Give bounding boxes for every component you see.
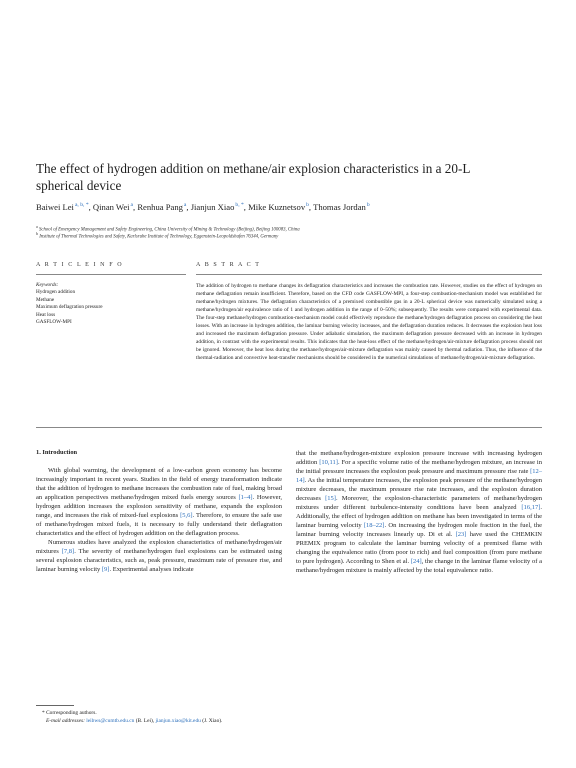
divider [36, 427, 542, 428]
citation-link[interactable]: [12–14] [296, 468, 542, 484]
email-owner: (B. Lei), [134, 718, 156, 724]
citation-link[interactable]: [5,6] [180, 512, 193, 519]
body-text: With global warming, the development of a low-carbon green economy has become increasingly important in recent years. Studies in the field of energy transformation indicate that the addition of hydrogen to methane increases the combustion rate of fuel, making broad an application perspectives methane/hydrogen mixed fuels energy sources [36, 467, 282, 501]
email-owner: (J. Xiao). [200, 718, 223, 724]
keyword-item: Heat loss [36, 311, 56, 318]
body-paragraph [36, 538, 282, 574]
keyword-item: GASFLOW-MPI [36, 319, 72, 326]
affiliation-mark: a [36, 224, 38, 229]
citation-link[interactable]: [16,17] [521, 504, 541, 511]
body-text: that the methane/hydrogen-mixture explosion pressure increase with increasing hydrogen addition [296, 450, 542, 466]
footnote-corresponding: * Corresponding authors. [42, 710, 97, 716]
affiliation-b [36, 227, 556, 241]
keywords-list [36, 289, 186, 326]
email-link[interactable]: jianjun.xiao@kit.edu [155, 718, 201, 724]
citation-link[interactable]: [10,11] [319, 459, 338, 466]
body-text: . However, hydrogen addition increases the explosion sensitivity of methane, expands the explosion range, and increases the risk of mixed-fuel explosions [36, 494, 282, 519]
abstract-text: The addition of hydrogen to methane changes its deflagration characteristics and increases the combustion rate. However, studies on the effect of hydrogen on methane deflagration remain insufficient. Therefore, based on the CFD code GASFLOW-MPI, a four-step combustion-mechanism model was established for methane/hydrogen mixtures. The deflagration characteristics of a premixed combustible gas in a 20-L spherical device was numerically simulated using a methane/hydrogen/air equivalence ratio of 1 and hydrogen addition in the range of 0–50%; subsequently. The results were compared with experimental data. The four-step methane/hydrogen combustion-mechanism model could effectively reproduce the methane/hydrogen deflagration process on considering the heat losses. With an increase in hydrogen addition, the laminar burning velocity increases, and the deflagration duration reduces. It decreases the explosion heat loss and increased the maximum deflagration pressure. Under adiabatic simulation, the maximum deflagration pressure decreased with an increase in hydrogen addition, in contrast with the experimental results. This indicates that the heat-loss effect of the methane/hydrogen/air-mixture deflagration process should not be ignored. Moreover, the heat loss during the methane/hydrogen/air-mixture deflagration was mainly caused by thermal radiation. Thus, the influence of the thermal-radiation and convective heat-transfer mechanisms should be considered in the numerical simulations of methane/hydrogen/air-mixture deflagration. [196, 283, 542, 361]
divider [36, 274, 186, 275]
abstract-heading: A B S T R A C T [196, 262, 261, 268]
keywords-block [36, 282, 186, 326]
body-text: . The severity of methane/hydrogen fuel explosions can be estimated using several explosion characteristics, such as, peak pressure, maximum rate of pressure rise, and laminar burning velocity [36, 548, 282, 573]
author-name: Thomas Jordan [313, 201, 366, 212]
author-name: Baiwei Lei [36, 201, 74, 212]
keyword-item: Hydrogen addition [36, 289, 76, 296]
author-marks: a [183, 202, 187, 208]
keyword-item: Maximum deflagration pressure [36, 304, 103, 311]
footnote-text: Corresponding authors. [46, 710, 97, 716]
citation-link[interactable]: [1–4] [238, 494, 253, 501]
body-text: Numerous studies have analyzed the explosion characteristics of methane/hydrogen/air mixtures [36, 539, 282, 555]
body-text: have used the CHEMKIN PREMIX program to calculate the laminar burning velocity of a premixed flame with changing the equivalence ratio (from poor to rich) and fuel composition (from pure methane to pure hydrogen). According to Shen et al. [296, 531, 542, 565]
author-marks: a [130, 202, 134, 208]
citation-link[interactable]: [18–22] [363, 522, 385, 529]
author-marks: b [306, 202, 309, 208]
affiliation-text: School of Emergency Management and Safety Engineering, China University of Mining & Technology (Beijing), Beijing 100083, China [38, 227, 300, 233]
body-text: . Experimental analyses indicate [109, 566, 194, 573]
citation-link[interactable]: [15] [325, 495, 336, 502]
keywords-label: Keywords: [36, 282, 59, 288]
article-info-heading: A R T I C L E I N F O [36, 262, 124, 268]
paper-title: The effect of hydrogen addition on methane/air explosion characteristics in a 20-L spherical device [36, 161, 470, 193]
affiliation-mark: b [36, 231, 38, 236]
footnote-emails [46, 717, 346, 725]
body-text: . As the initial temperature increases, the explosion peak pressure of the methane/hydrogen mixture decreases, the maximum pressure rise rate increases, and the explosion duration decreases [296, 477, 542, 502]
citation-link[interactable]: [7,8] [61, 548, 75, 555]
author-name: Renhua Pang [137, 201, 183, 212]
body-text: . Additionally, the effect of hydrogen addition on methane has been investigated in terms of the laminar burning velocity [296, 504, 542, 529]
citation-link[interactable]: [23] [455, 531, 467, 538]
left-column [36, 466, 282, 574]
body-text: . On increasing the hydrogen mole fraction in the fuel, the laminar burning velocity increases linearly up. Di et al. [296, 522, 542, 538]
author-name: Mike Kuznetsov [248, 201, 306, 212]
author-marks: b [366, 202, 370, 208]
section-heading: 1. Introduction [36, 449, 78, 456]
author-marks: a, b, * [74, 202, 89, 208]
body-paragraph [36, 466, 282, 538]
author-marks: b, * [235, 202, 244, 208]
body-text: . For a specific volume ratio of the methane/hydrogen mixture, an increase in the initial pressure increases the explosion peak pressure and maximum pressure rise rate [296, 459, 542, 475]
author-list: Baiwei Lei$^{a, b, *}$, Qinan Wei$^a$, Renhua Pang$^a$, Jianjun Xiao$^{b, *}$, Mike Kuznetsov$^b$, Thomas Jordan$^b$ [36, 201, 370, 212]
footnote-divider [36, 705, 74, 706]
citation-link[interactable]: [24] [410, 558, 422, 565]
body-text: . Moreover, the explosion-characteristic parameters of methane/hydrogen mixtures under different turbulence-intensity conditions have been analyzed [296, 495, 542, 511]
email-label: E-mail addresses: [46, 718, 85, 724]
author-name: Qinan Wei [92, 201, 130, 212]
affiliation-text: Institute of Thermal Technologies and Safety, Karlsruhe Institute of Technology, Eggenstein-Leopoldshafen 76344, Germany [39, 234, 279, 240]
body-text: . Therefore, to ensure the safe use of methane/hydrogen mixed fuels, it is necessary to fully understand their deflagration characteristics and the effect of hydrogen addition on the deflagration process. [36, 512, 282, 537]
body-paragraph [296, 449, 542, 575]
email-link[interactable]: leibws@cumtb.edu.cn [86, 718, 135, 724]
author-name: Jianjun Xiao [190, 201, 235, 212]
body-text: , the change in the laminar flame velocity of a methane/hydrogen mixture is mainly affected by the total equivalence ratio. [296, 558, 542, 574]
citation-link[interactable]: [9] [101, 566, 110, 573]
divider [196, 274, 542, 275]
right-column [296, 449, 542, 575]
keyword-item: Methane [36, 296, 55, 303]
